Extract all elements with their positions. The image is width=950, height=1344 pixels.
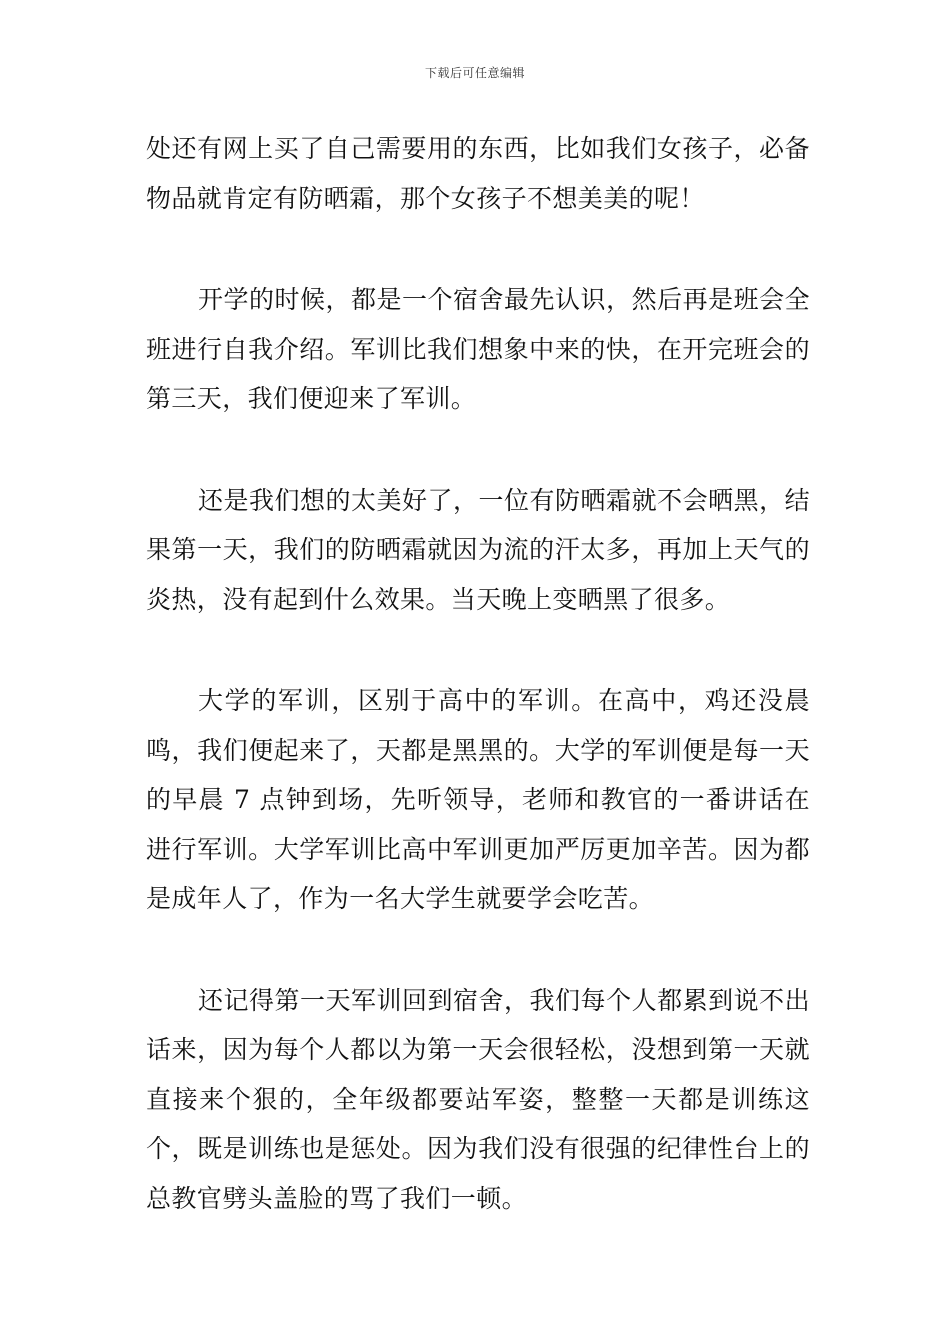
document-body (146, 124, 810, 1223)
paragraph: 开学的时候，都是一个宿舍最先认识，然后再是班会全班进行自我介绍。军训比我们想象中来的快，在开完班会的第三天，我们便迎来了军训。 (146, 285, 810, 413)
paragraph: 大学的军训，区别于高中的军训。在高中，鸡还没晨鸣，我们便起来了，天都是黑黑的。大学的军训便是每一天的早晨 7 点钟到场，先听领导，老师和教官的一番讲话在进行军训。大学军训比高中军训更加严厉更加辛苦。因为都是成年人了，作为一名大学生就要学会吃苦。 (146, 686, 810, 913)
paragraph: 还记得第一天军训回到宿舍，我们每个人都累到说不出话来，因为每个人都以为第一天会很轻松，没想到第一天就直接来个狠的，全年级都要站军姿，整整一天都是训练这个，既是训练也是惩处。因为我们没有很强的纪律性台上的总教官劈头盖脸的骂了我们一顿。 (146, 985, 810, 1213)
page-header: 下载后可任意编辑 (424, 66, 525, 80)
paragraph: 还是我们想的太美好了，一位有防晒霜就不会晒黑，结果第一天，我们的防晒霜就因为流的汗太多，再加上天气的炎热，没有起到什么效果。当天晚上变晒黑了很多。 (146, 485, 810, 614)
paragraph-continuation: 处还有网上买了自己需要用的东西，比如我们女孩子，必备物品就肯定有防晒霜，那个女孩子不想美美的呢！ (146, 134, 810, 213)
